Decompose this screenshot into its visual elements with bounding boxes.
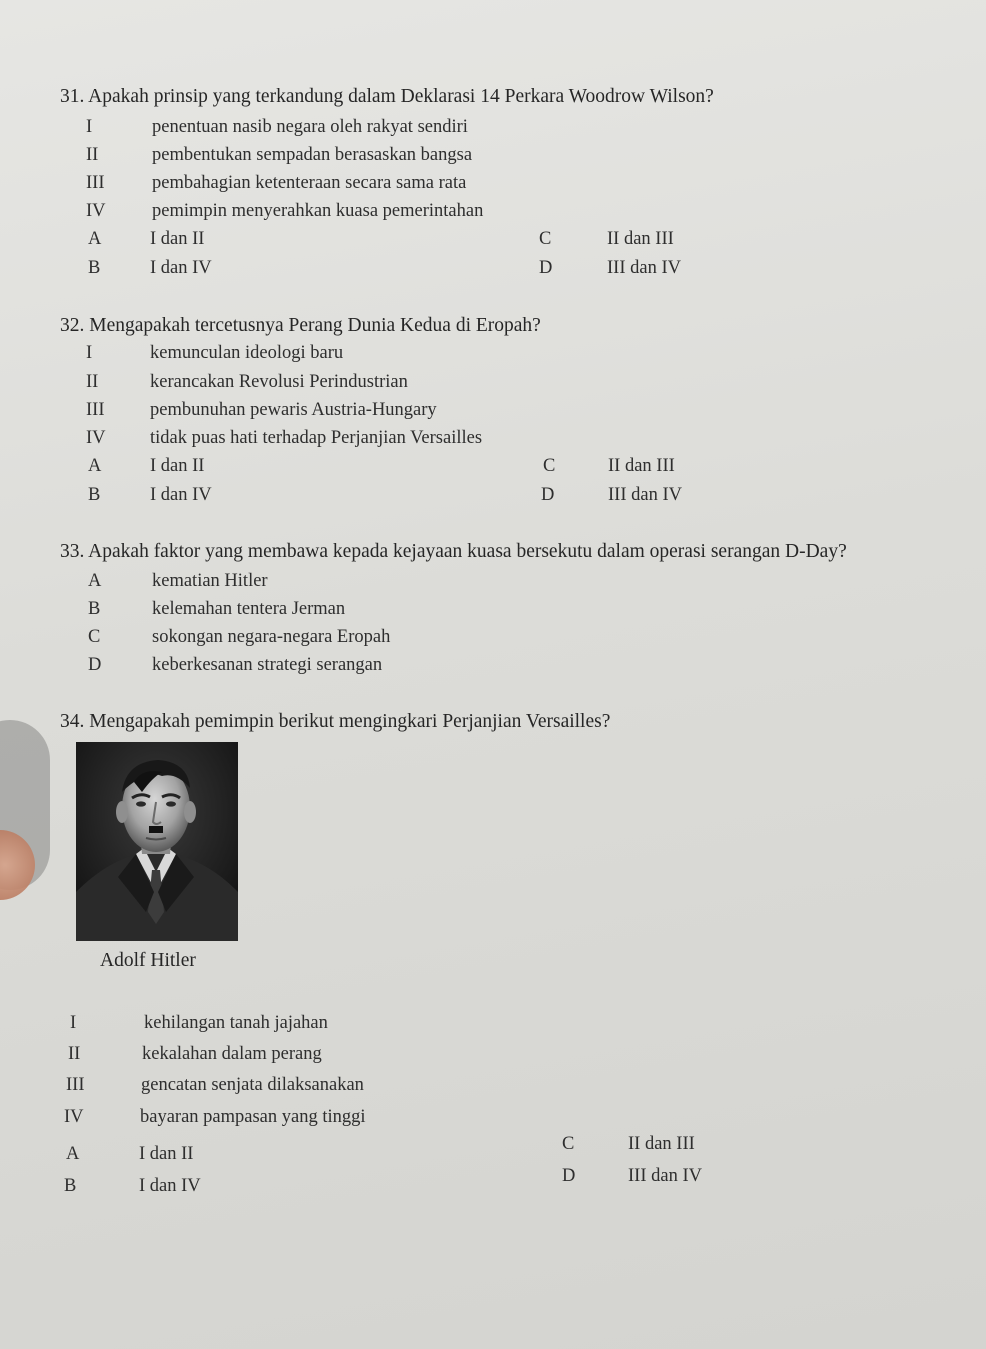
q31-statement-text: pembentukan sempadan berasaskan bangsa bbox=[152, 145, 473, 165]
q33-option-text[interactable]: keberkesanan strategi serangan bbox=[152, 655, 383, 675]
q32-statement-text: kerancakan Revolusi Perindustrian bbox=[150, 372, 408, 392]
q31-option-text[interactable]: II dan III bbox=[607, 229, 674, 249]
q34-option-text[interactable]: I dan IV bbox=[139, 1176, 201, 1196]
q34-option-letter[interactable]: C bbox=[562, 1134, 575, 1154]
q32-option-text[interactable]: II dan III bbox=[608, 456, 675, 476]
q32-option-letter[interactable]: A bbox=[88, 456, 102, 476]
q32-option-letter[interactable]: D bbox=[541, 485, 555, 505]
q33-option-letter[interactable]: D bbox=[88, 655, 102, 675]
q34-option-text[interactable]: III dan IV bbox=[628, 1166, 702, 1186]
q32-statement-num: III bbox=[86, 400, 105, 420]
q31-option-letter[interactable]: B bbox=[88, 258, 101, 278]
question-34-title: 34. Mengapakah pemimpin berikut mengingkari Perjanjian Versailles? bbox=[60, 711, 611, 732]
q31-statement-text: pemimpin menyerahkan kuasa pemerintahan bbox=[152, 201, 484, 221]
q34-statement-num: IV bbox=[64, 1107, 84, 1127]
q32-option-text[interactable]: I dan IV bbox=[150, 485, 212, 505]
q32-statement-num: II bbox=[86, 372, 99, 392]
q32-statement-text: pembunuhan pewaris Austria-Hungary bbox=[150, 400, 437, 420]
portrait-caption: Adolf Hitler bbox=[100, 950, 196, 971]
q31-option-text[interactable]: I dan IV bbox=[150, 258, 212, 278]
q34-option-letter[interactable]: D bbox=[562, 1166, 576, 1186]
q34-option-letter[interactable]: B bbox=[64, 1176, 77, 1196]
q31-option-text[interactable]: III dan IV bbox=[607, 258, 681, 278]
q32-option-letter[interactable]: B bbox=[88, 485, 101, 505]
q34-statement-num: II bbox=[68, 1044, 81, 1064]
q31-statement-text: pembahagian ketenteraan secara sama rata bbox=[152, 173, 467, 193]
q32-statement-text: kemunculan ideologi baru bbox=[150, 343, 344, 363]
q32-statement-num: IV bbox=[86, 428, 106, 448]
q34-statement-num: I bbox=[70, 1013, 77, 1033]
q34-option-text[interactable]: I dan II bbox=[139, 1144, 194, 1164]
q34-option-text[interactable]: II dan III bbox=[628, 1134, 695, 1154]
q31-statement-text: penentuan nasib negara oleh rakyat sendiri bbox=[152, 117, 468, 137]
portrait-illustration bbox=[76, 742, 238, 941]
q33-option-letter[interactable]: C bbox=[88, 627, 101, 647]
q34-option-letter[interactable]: A bbox=[66, 1144, 80, 1164]
q34-statement-text: kekalahan dalam perang bbox=[142, 1044, 322, 1064]
q34-statement-text: kehilangan tanah jajahan bbox=[144, 1013, 328, 1033]
q33-option-text[interactable]: kelemahan tentera Jerman bbox=[152, 599, 346, 619]
q32-option-text[interactable]: I dan II bbox=[150, 456, 205, 476]
q33-option-letter[interactable]: B bbox=[88, 599, 101, 619]
q31-option-text[interactable]: I dan II bbox=[150, 229, 205, 249]
q34-statement-text: gencatan senjata dilaksanakan bbox=[141, 1075, 364, 1095]
portrait-photo bbox=[76, 742, 238, 941]
q31-option-letter[interactable]: D bbox=[539, 258, 553, 278]
question-31-title: 31. Apakah prinsip yang terkandung dalam Deklarasi 14 Perkara Woodrow Wilson? bbox=[60, 86, 714, 107]
q32-option-letter[interactable]: C bbox=[543, 456, 556, 476]
q33-option-letter[interactable]: A bbox=[88, 571, 102, 591]
q32-statement-num: I bbox=[86, 343, 93, 363]
q31-option-letter[interactable]: A bbox=[88, 229, 102, 249]
question-32-title: 32. Mengapakah tercetusnya Perang Dunia Kedua di Eropah? bbox=[60, 315, 541, 336]
q31-statement-num: II bbox=[86, 145, 99, 165]
q33-option-text[interactable]: kematian Hitler bbox=[152, 571, 268, 591]
q33-option-text[interactable]: sokongan negara-negara Eropah bbox=[152, 627, 391, 647]
q32-statement-text: tidak puas hati terhadap Perjanjian Versailles bbox=[150, 428, 483, 448]
question-33-title: 33. Apakah faktor yang membawa kepada kejayaan kuasa bersekutu dalam operasi serangan D-Day? bbox=[60, 541, 847, 562]
q32-option-text[interactable]: III dan IV bbox=[608, 485, 682, 505]
q31-statement-num: I bbox=[86, 117, 93, 137]
q31-statement-num: IV bbox=[86, 201, 106, 221]
q31-statement-num: III bbox=[86, 173, 105, 193]
q31-option-letter[interactable]: C bbox=[539, 229, 552, 249]
q34-statement-num: III bbox=[66, 1075, 85, 1095]
q34-statement-text: bayaran pampasan yang tinggi bbox=[140, 1107, 366, 1127]
